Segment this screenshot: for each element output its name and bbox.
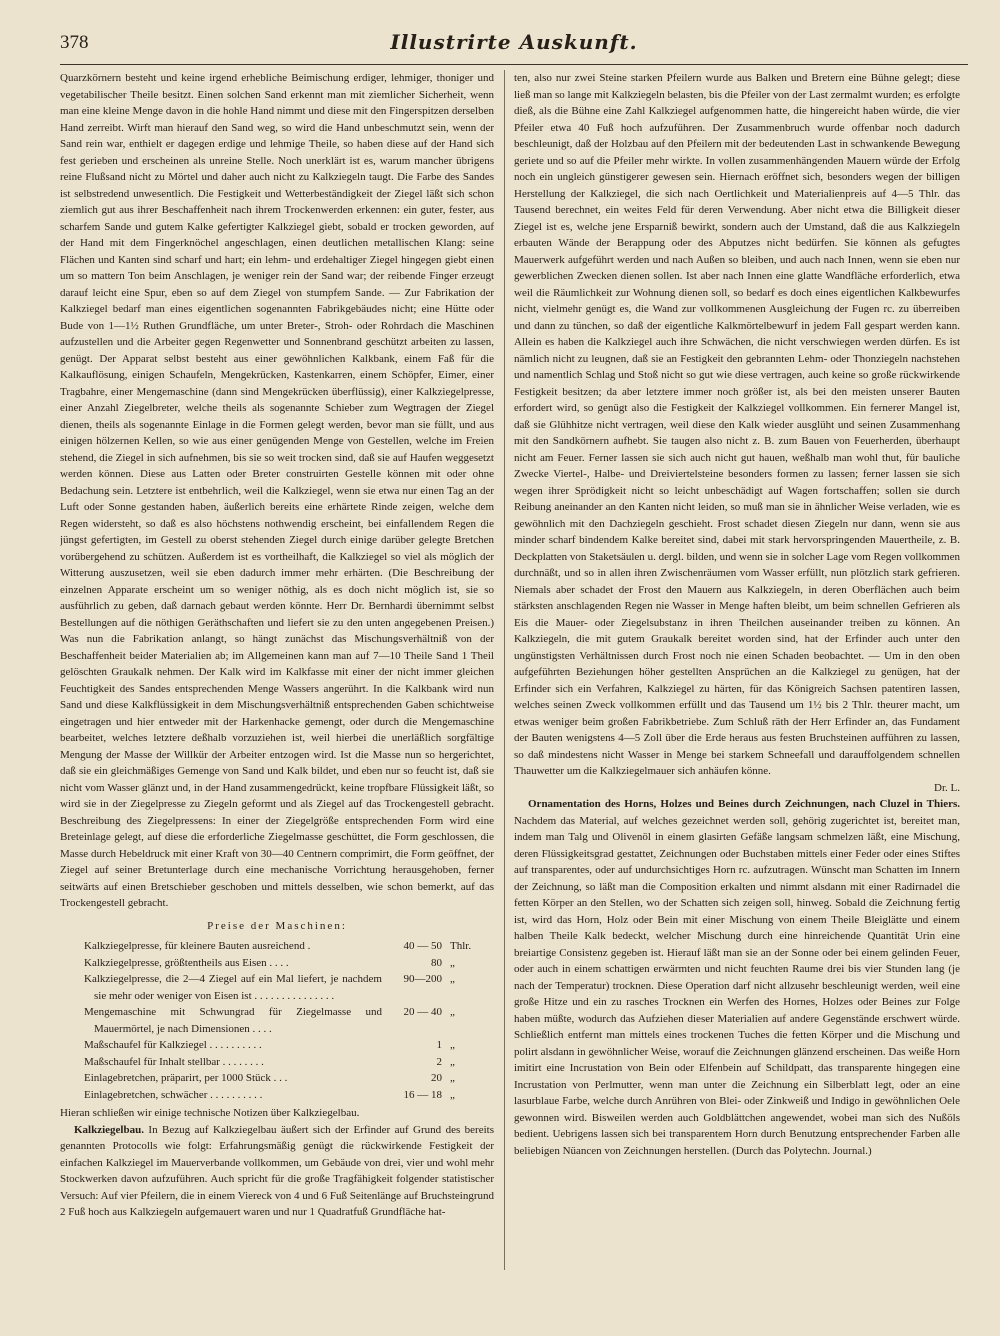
section-text: Nachdem das Material, auf welches gezeichnet werden soll, gehörig zugerichtet ist, bereitet man, indem man Talg und Olivenöl in einem glasirten Gefäße langsam schmelzen läßt, eine Mischung, deren Flüssigkeitsgrad gestattet, Zeichnungen oder Buchstaben mittels einer Feder oder eines Stiftes auf transparentes, oder auf undurchsichtiges Horn rc. aufzutragen. Wünscht man Schatten im Innern der Zeichnung, so läßt man die Composition erkalten und nimmt alsdann mit einer Radirnadel die fetten Körper an den Stellen, wo der Schatten sich zeigen soll, hinweg. Sobald die Zeichnung fertig ist, wird das Horn, Holz oder Bein mit einer Mischung von einem Theile Bleiglätte und einem halben Theile Kalk bedeckt, welcher Mischung durch eine hinreichende Quantität Urin eine breiartige Consistenz gegeben ist. Hierauf läßt man sie an der Sonne oder bei einem gelinden Feuer, oder auch in einem schattigen erwärmten und nicht feuchten Raume drei bis vier Stunden lang (je nach der Temperatur) trocknen. Diese Operation darf nicht allzusehr beschleunigt werden, weil eine große Hitze und ein zu rasches Trocknen ein Werfen des Hornes, Holzes oder Beines zur Folge haben müßte, wodurch das Aufziehen dieser Materialien auf andere Gegenstände erschwert würde. Schließlich entfernt man mittels eines trockenen Tuches die fetten Körper und die Mischung und polirt alsdann in gewöhnlicher Weise, worauf die Zeichnungen glänzend erscheinen. Das weiße Horn imitirt eine Incrustation von Bein oder Elfenbein auf Schildpatt, das transparente hingegen eine Incrustation von Perlmutter, wenn man unter die Zeichnung ein Silberblatt legt, oder an eine lasurblaue Farbe, welche durch Anrühren von Blei- oder Zinkweiß und Indigo in gewöhnlichen Oele gewonnen wird. Bisweilen werden auch Goldblättchen angewendet, wobei man sich des Nußöls bedient. Uebrigens lassen sich bei transparentem Horn durch Benutzung entsprechender Farben alle beliebigen Nüancen von Zeichnungen herstellen. (Durch das Polytechn. Journal.) <box>514 814 960 1157</box>
price-unit: „ <box>450 1072 455 1084</box>
price-list <box>84 938 494 1103</box>
price-row <box>84 971 494 1004</box>
section-kalkziegelbau <box>60 1122 494 1221</box>
price-unit: „ <box>450 1055 455 1068</box>
price-item: Mengemaschine mit Schwungrad für Ziegelmasse und Mauermörtel, je nach Dimensionen . . . . <box>84 1006 382 1035</box>
section-title: Ornamentation des Horns, Holzes und Beines durch Zeichnungen, nach Cluzel in Thiers. <box>528 798 960 810</box>
price-unit: „ <box>450 973 455 985</box>
section-text: In Bezug auf Kalkziegelbau äußert sich der Erfinder auf Grund des bereits genannten Protocolls wie folgt: Erfahrungsmäßig genügt die rückwirkende Festigkeit der einfachen Kalkziegel im Mauerverbande vollkommen, um Gebäude von drei, vier und wohl mehr Stockwerken davon aufzuführen. Auch spricht für die große Tragfähigkeit folgender statistischer Versuch: Auf vier Pfeilern, die in einem Viereck von 4 und 6 Fuß Seitenlänge auf Bruchsteingrund 2 Fuß hoch aus Kalkziegeln aufgemauert waren und nur 1 Quadratfuß Grundfläche hat- <box>60 1123 494 1218</box>
running-title: Illustrirte Auskunft. <box>390 30 638 54</box>
price-amount: 1 <box>436 1039 442 1051</box>
price-item: Maßschaufel für Inhalt stellbar . . . . . . . . <box>84 1055 264 1068</box>
price-row <box>84 1004 494 1037</box>
price-row <box>84 955 494 972</box>
price-unit: „ <box>450 956 455 969</box>
section-ornamentation <box>514 796 960 1159</box>
closing-note: Hieran schließen wir einige technische Notizen über Kalkziegelbau. <box>60 1107 360 1119</box>
price-amount: 20 — 40 <box>403 1006 442 1018</box>
price-amount: 20 <box>431 1072 442 1084</box>
price-amount: 40 — 50 <box>403 940 442 952</box>
section-title: Kalkziegelbau. <box>74 1123 144 1136</box>
author-signature: Dr. L. <box>934 781 960 794</box>
price-unit: „ <box>450 1039 455 1051</box>
price-amount: 16 — 18 <box>403 1088 442 1101</box>
left-column <box>60 70 494 1320</box>
column-divider <box>504 70 505 1270</box>
price-item: Einlagebretchen, präparirt, per 1000 Stück . . . <box>84 1072 288 1084</box>
price-item: Kalkziegelpresse, für kleinere Bauten ausreichend . <box>84 940 311 952</box>
page-number: 378 <box>60 32 89 53</box>
price-amount: 2 <box>436 1055 442 1068</box>
price-row <box>84 1054 494 1071</box>
price-heading: Preise der Maschinen: <box>207 919 347 932</box>
price-amount: 90—200 <box>403 973 442 985</box>
article-paragraph: ten, also nur zwei Steine starken Pfeilern wurde aus Balken und Bretern eine Bühne gelegt; diese ließ man so lange mit Kalkziegeln belasten, bis die Pfeiler von der Last zermalmt wurden; es erfolgte dieß, als die Bühne eine Zahl Kalkziegel aufgenommen hatte, die hingereicht haben würde, die vier Pfeiler etwa 40 Fuß hoch aufzuführen. Der Zusammenbruch wurde offenbar noch dadurch beschleunigt, daß der Holzbau auf den Pfeilern mit der bedeutenden Last in schwankende Bewegung geriete und so auf die Pfeiler mehr wirkte. In vollen zusammenhängenden Mauern würde der Erfolg noch ein ungleich günstigerer gewesen sein. Hiernach eröffnet sich, besonders wegen der billigen Herstellung der Kalkziegel, die sich nach Oertlichkeit und Materialienpreis auf 4—5 Thlr. das Tausend berechnet, ein weites Feld für deren Verwendung. Aber nicht etwa die Billigkeit dieser Ziegel ist es, welche jene Ersparniß bewirkt, sondern auch der Umstand, daß die aus Kalkziegeln erbauten Wände der Berappung oder des Abputzes nicht bedürfen. Sie können als gefugtes Mauerwerk aufgeführt werden und nach Außen so bleiben, und auch nach Innen, wenn sie eben nur gewerblichen Zwecken dienen sollen. Ist aber nach Innen eine glatte Wandfläche erforderlich, etwa weil die Räumlichkeit zur Wohnung dienen soll, so bedarf es doch eines eigentlichen Kalkbewurfes nicht, vielmehr genügt es, die Wand zur vollkommenen Ausgleichung der Fugen rc. zu überreiben und dann zu tünchen, so daß der eigentliche Kalkmörtelbewurf in jedem Fall gespart werden kann. Allein es haben die Kalkziegel auch ihre Schwächen, die nicht verschwiegen werden dürfen. Es ist nämlich nicht zu leugnen, daß sie an Festigkeit den gebrannten Lehm- oder Thonziegeln nachstehen und namentlich Schlag und Stoß nicht so gut wie diese vertragen, auch keine so große rückwirkende Festigkeit besitzen; da aber letztere immer noch größer ist, als bei den meisten unserer Bauten erfordert wird, so genügt also die Festigkeit der Kalkziegel vollkommen. Ein fernerer Mangel ist, daß sie Glühhitze nicht vertragen, weil diese den Kalk wieder ausglüht und seinen Zusammenhang mit den Sandkörnern aufhebt. Sie taugen also nicht z. B. zum Bauen von Feuerherden, überhaupt nicht am Feuer. Ferner lassen sie sich auch nicht gut hauen, weßhalb man wohl thut, für bauliche Zwecke Viertel-, Halbe- und Dreiviertelsteine besonders formen zu lassen; ferner lassen sie sich wegen ihrer Sprödigkeit nicht so leicht unbeschädigt auf Wagen fortschaffen; sollen sie durch Reibung aneinander an den Kanten nicht leiden, so muß man sie in ähnlicher Weise verladen, wie es gewöhnlich mit den Dachziegeln geschieht. Frost schadet diesen Ziegeln nur dann, wenn sie aus minder scharf bindendem Kalke bereitet sind, dabei mit stark hervorspringenden Mauertheile, z. B. Deckplatten von Staketsäulen u. dergl. bilden, und wenn sie in solcher Lage vom Regen vollkommen durchnäßt, und so in allen ihren Zwischenräumen vom Wasser erfüllt, nun plötzlich stark gefrieren. Niemals aber schadet der Frost den Mauern aus Kalkziegeln, in deren Oberflächen auch beim stärksten anschlagenden Regen nie Wasser in Menge haften bleibt, um beim schnellen Gefrieren als Eis die Mauer- oder Ziegelsubstanz in ihren Theilchen auseinander treiben zu können. An Kalkziegeln, die mit gutem Graukalk bereitet worden sind, hat der Erfinder auch unter den ungünstigsten Verhältnissen durch Frost noch nie einen Schaden beobachtet. — Um in den oben aufgeführten Beziehungen höher gestellten Ansprüchen an die Kalkziegel zu genügen, hat der Erfinder sich ein Verfahren, Kalkziegel zu härten, für das Königreich Sachsen patentiren lassen, welches seinen Zweck vollkommen erfüllt und das Tausend um 1½ bis 2 Thlr. theurer macht, um etwas weniger beim großen Fabrikbetriebe. Zum Schluß räth der Herr Erfinder an, das Fundament der Bauten wenigstens 4—5 Zoll über die Erde heraus aus festen Bruchsteinen aufführen zu lassen, so daß mindestens nicht Wasser in Menge bei starkem Schneefall und darauffolgendem schnellen Thauwetter um die Kalkziegelmauer sich anhäufen könne. <box>514 72 960 777</box>
price-row <box>84 1037 494 1054</box>
price-item: Kalkziegelpresse, die 2—4 Ziegel auf ein Mal liefert, je nachdem sie mehr oder weniger von Eisen ist . . . . . . . . . . . . . . . <box>84 973 382 1002</box>
price-row <box>84 938 494 955</box>
price-unit: „ <box>450 1006 455 1018</box>
right-column <box>514 70 960 1320</box>
price-row <box>84 1070 494 1087</box>
price-unit: „ <box>450 1088 455 1101</box>
price-item: Einlagebretchen, schwächer . . . . . . . . . . <box>84 1088 263 1101</box>
price-row <box>84 1087 494 1104</box>
price-item: Kalkziegelpresse, größtentheils aus Eisen . . . . <box>84 956 289 969</box>
price-item: Maßschaufel für Kalkziegel . . . . . . . . . . <box>84 1039 262 1051</box>
article-paragraph: Quarzkörnern besteht und keine irgend erhebliche Beimischung erdiger, lehmiger, thoniger und vegetabilischer Theile besitzt. Einen solchen Sand erkennt man mit ziemlicher Sicherheit, wenn man eine kleine Menge davon in die hohle Hand nimmt und diese mit den Fingerspitzen derselben Hand zerreibt. Wirft man hierauf den Sand weg, so wird die Hand unbeschmutzt sein, wenn der Sand rein war, enthielt er dagegen erdige und lehmige Theile, so haben diese auf der Hand sich fest gerieben und erscheinen als unreine Stelle. Noch unerklärt ist es, warum mancher übrigens reine Flußsand nicht zu Mörtel und daher auch nicht zu Kalkziegeln taugt. Die Farbe des Sandes ist selbstredend unwesentlich. Die Festigkeit und Wetterbeständigkeit der Ziegel läßt sich schon ziemlich gut aus ihrer Beschaffenheit nach ihrem Trockenwerden erkennen: ein guter, fester, aus scharfem Sande und gutem Kalke gefertigter Kalkziegel giebt, sobald er trocken geworden, auf der Hand mit dem Fingerknöchel angeschlagen, einen deutlichen metallischen Klang: seine Flächen und Kanten sind scharf und hart; ein lehm- und erdehaltiger Ziegel hingegen giebt einen um so mattern Ton beim Anschlagen, je weniger rein der Sand war; der reibende Finger erzeugt darauf leicht eine Spur, eben so auf dem Ziegel von stumpfem Sande. — Zur Fabrikation der Kalkziegel bedarf man eines eigentlichen sogenannten Fabrikgebäudes nicht; eine Hütte oder Bude von 1—1½ Ruthen Grundfläche, um unter Breter-, Stroh- oder Rohrdach die Maschinen aufzustellen und die Arbeiter gegen Regenwetter und Sonnenbrand geschützt arbeiten zu lassen, genügt. Der Apparat selbst besteht aus einer gewöhnlichen Kalkbank, einem Faß für die Kalkauflösung, einigen Schaufeln, Mengekrücken, Kastenkarren, einem Schöpfer, Eimer, einer Tragbahre, einer Mengemaschine (dann sind Mengekrücken überflüssig), einer Kalkziegelpresse, einer Anzahl Ziegelbreter, welche theils als sogenannte Schieber zum Wegtragen der Ziegel dienen, theils als sogenannte Einlage in die Formen gelegt werden, bevor man sie füllt, und aus einigen hölzernen Kellen, so wie aus einer genügenden Menge von Gestellen, welche im Freien stehend, die Ziegel in sich aufnehmen, bis sie so weit trocken sind, daß sie auf Haufen weggesetzt werden können. Diese aus Latten oder Breter construirten Gestelle können mit oder ohne Bedachung sein. Letztere ist entbehrlich, weil die Kalkziegel, wenn sie etwa nur einen Tag an der Luft oder Sonne gestanden haben, äußerlich bereits eine erhärtete Rinde zeigen, welche dem Regen widersteht, so daß es also höchstens nothwendig erscheint, bei einfallendem Regen die jüngst gefertigten, im Gestell zu oberst stehenden Ziegel durch einige darüber gelegte Bretchen vorübergehend zu schützen. Außerdem ist es vortheilhaft, die Kalkziegel so viel als möglich der Witterung auszusetzen, weil sie eben dadurch immer mehr erhärten. (Die Beschreibung der einzelnen Apparate erscheint um so weniger nöthig, als es doch nicht möglich ist, sie so ausführlich zu geben, daß darnach gebaut werden könnte. Herr Dr. Bernhardi übernimmt selbst Bestellungen auf die nöthigen Geräthschaften und liefert sie zu den unten angegebenen Preisen.) Was nun die Fabrikation anlangt, so hängt zunächst das Mischungsverhältniß von der Beschaffenheit beider Materialien ab; im Allgemeinen kann man auf 7—10 Theile Sand 1 Theil gelöschten Graukalk nehmen. Der Kalk wird im Kalkfasse mit einer der nicht immer gleichen Feuchtigkeit des Sandes entsprechenden Menge Wassers angerührt. In die Kalkbank wird nun Sand und diese Kalkflüssigkeit in dem Mischungsverhältniß entsprechenden Gaben schichtweise eingetragen und hier entweder mit der Harkenhacke gemengt, oder durch die Mengemaschine bearbeitet, welches letztere deßhalb vorzuziehen ist, weil hierbei die unerläßlich sorgfältige Mengung der Masse der Willkür der Arbeiter entzogen wird. Ist die Masse nun so hergerichtet, daß sie ein gleichmäßiges Gemenge von Sand und Kalk bildet, und eben nur so feucht ist, daß sie nicht vom Wasser glänzt und, in der Hand zusammengedrückt, keine tropfbare Flüssigkeit läßt, so wird sie in der Ziegelpresse zu Ziegeln geformt und als Ziegel auf das Trockengestell gebracht. Beschreibung des Ziegelpressens: In einer der Ziegelgröße entsprechenden Form wird eine Breteinlage gelegt, auf diese die erforderliche Ziegelmasse geschüttet, die Form geschlossen, die Masse durch Hebeldruck mit einer Kraft von 30—40 Centnern comprimirt, die Form geöffnet, der Ziegel auf seiner Bretunterlage durch eine mechanische Vorrichtung herausgehoben, ferner seitwärts auf einen Bretschieber geschoben und mittels desselben, wie schon bemerkt, auf das Trockengestell gebracht. <box>60 72 494 909</box>
price-amount: 80 <box>431 956 442 969</box>
price-unit: Thlr. <box>450 940 472 952</box>
page-header <box>60 28 968 62</box>
header-rule <box>60 64 968 65</box>
